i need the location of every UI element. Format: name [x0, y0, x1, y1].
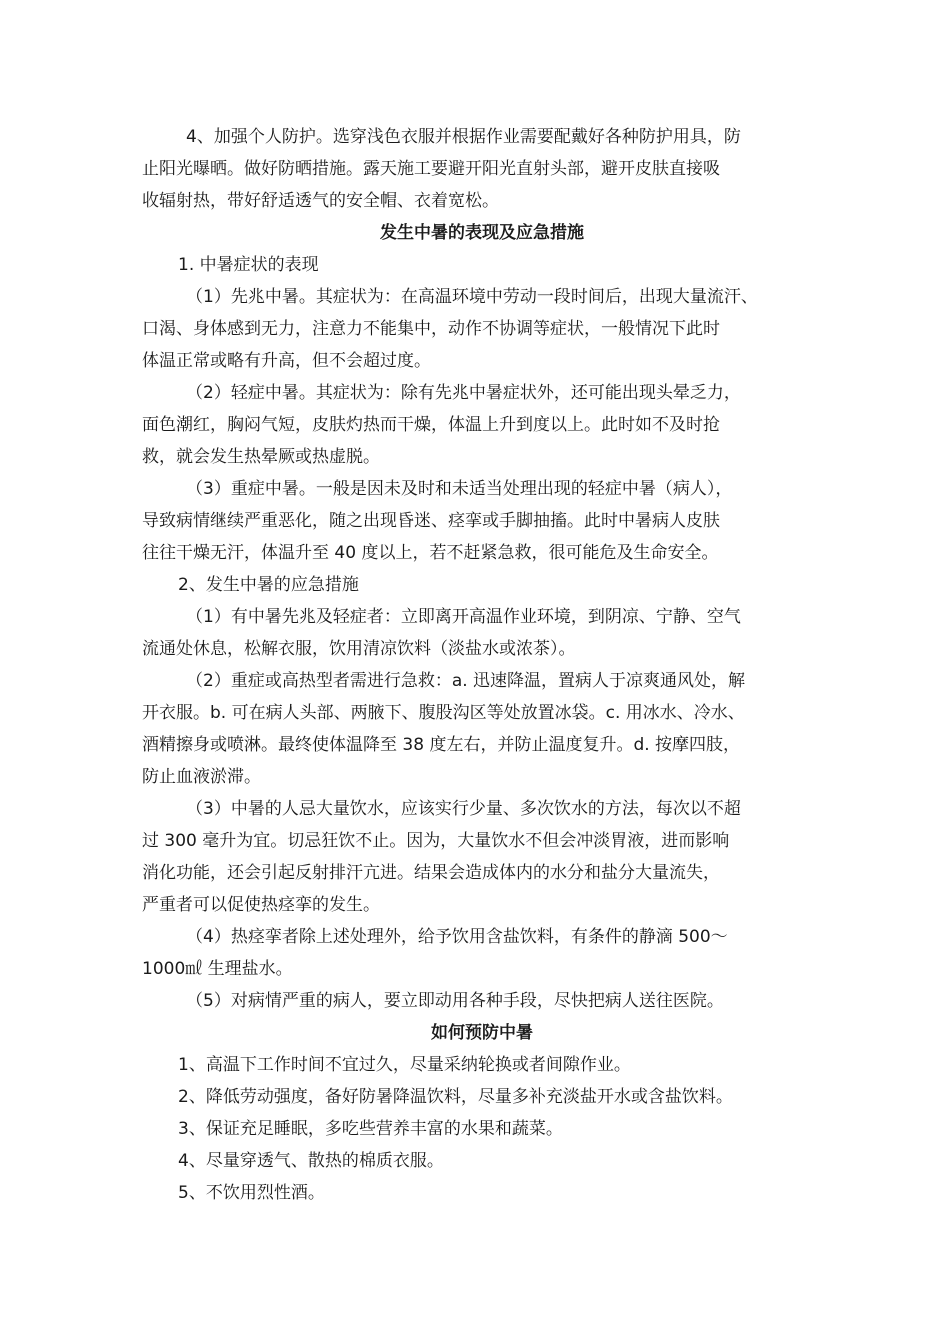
text-line: 往往干燥无汗，体温升至 40 度以上，若不赶紧急救，很可能危及生命安全。	[142, 543, 719, 563]
text-line: （1）有中暑先兆及轻症者：立即离开高温作业环境，到阴凉、宁静、空气	[186, 607, 741, 627]
paragraph	[142, 793, 822, 921]
text-line: 4、加强个人防护。选穿浅色衣服并根据作业需要配戴好各种防护用具，防	[186, 127, 741, 147]
text-line: 开衣服。b. 可在病人头部、两腋下、腹股沟区等处放置冰袋。c. 用冰水、冷水、	[142, 703, 745, 723]
paragraph	[142, 1177, 822, 1209]
paragraph	[142, 1113, 822, 1145]
paragraph	[142, 377, 822, 473]
text-line: 1、高温下工作时间不宜过久，尽量采纳轮换或者间隙作业。	[178, 1055, 631, 1075]
text-line: 面色潮红，胸闷气短，皮肤灼热而干燥，体温上升到度以上。此时如不及时抢	[142, 415, 720, 435]
text-line: （1）先兆中暑。其症状为：在高温环境中劳动一段时间后，出现大量流汗、	[186, 287, 758, 307]
paragraph	[142, 921, 822, 985]
paragraph	[142, 249, 822, 281]
text-line: 收辐射热，带好舒适透气的安全帽、衣着宽松。	[142, 191, 499, 211]
text-line: （5）对病情严重的病人，要立即动用各种手段，尽快把病人送往医院。	[186, 991, 724, 1011]
text-line: 2、降低劳动强度，备好防暑降温饮料，尽量多补充淡盐开水或含盐饮料。	[178, 1087, 733, 1107]
paragraph	[142, 281, 822, 377]
paragraph	[142, 473, 822, 569]
text-line: 防止血液淤滞。	[142, 767, 261, 787]
paragraph	[142, 601, 822, 665]
text-line: 4、尽量穿透气、散热的棉质衣服。	[178, 1151, 444, 1171]
section-heading: 如何预防中暑	[431, 1023, 533, 1043]
paragraph	[142, 569, 822, 601]
text-line: 5、不饮用烈性酒。	[178, 1183, 325, 1203]
text-line: 口渴、身体感到无力，注意力不能集中，动作不协调等症状，一般情况下此时	[142, 319, 720, 339]
text-line: 体温正常或略有升高，但不会超过度。	[142, 351, 431, 371]
paragraph	[142, 665, 822, 793]
paragraph	[142, 1145, 822, 1177]
text-line: 严重者可以促使热痉挛的发生。	[142, 895, 380, 915]
paragraph	[142, 1049, 822, 1081]
text-line: 酒精擦身或喷淋。最终使体温降至 38 度左右，并防止温度复升。d. 按摩四肢，	[142, 735, 741, 755]
text-line: 流通处休息，松解衣服，饮用清凉饮料（淡盐水或浓茶）。	[142, 639, 576, 659]
text-line: 救，就会发生热晕厥或热虚脱。	[142, 447, 380, 467]
text-line: 1000㎖ 生理盐水。	[142, 959, 293, 979]
text-line: 消化功能，还会引起反射排汗亢进。结果会造成体内的水分和盐分大量流失，	[142, 863, 720, 883]
text-line: （2）重症或高热型者需进行急救：a. 迅速降温，置病人于凉爽通风处，解	[186, 671, 746, 691]
text-line: （3）重症中暑。一般是因未及时和未适当处理出现的轻症中暑（病人），	[186, 479, 733, 499]
paragraph	[142, 121, 822, 217]
text-line: 2、发生中暑的应急措施	[178, 575, 359, 595]
text-line: （2）轻症中暑。其症状为：除有先兆中暑症状外，还可能出现头晕乏力，	[186, 383, 741, 403]
text-line: 导致病情继续严重恶化，随之出现昏迷、痉挛或手脚抽搐。此时中暑病人皮肤	[142, 511, 720, 531]
paragraph	[142, 1081, 822, 1113]
text-line: （4）热痉挛者除上述处理外，给予饮用含盐饮料，有条件的静滴 500～	[186, 927, 728, 947]
text-line: 止阳光曝晒。做好防晒措施。露天施工要避开阳光直射头部，避开皮肤直接吸	[142, 159, 720, 179]
text-line: 1. 中暑症状的表现	[178, 255, 319, 275]
text-line: 3、保证充足睡眠，多吃些营养丰富的水果和蔬菜。	[178, 1119, 563, 1139]
paragraph	[142, 985, 822, 1017]
document-body	[142, 121, 822, 1209]
text-line: （3）中暑的人忌大量饮水，应该实行少量、多次饮水的方法，每次以不超	[186, 799, 741, 819]
text-line: 过 300 毫升为宜。切忌狂饮不止。因为，大量饮水不但会冲淡胃液，进而影响	[142, 831, 730, 851]
section-heading: 发生中暑的表现及应急措施	[380, 223, 584, 243]
